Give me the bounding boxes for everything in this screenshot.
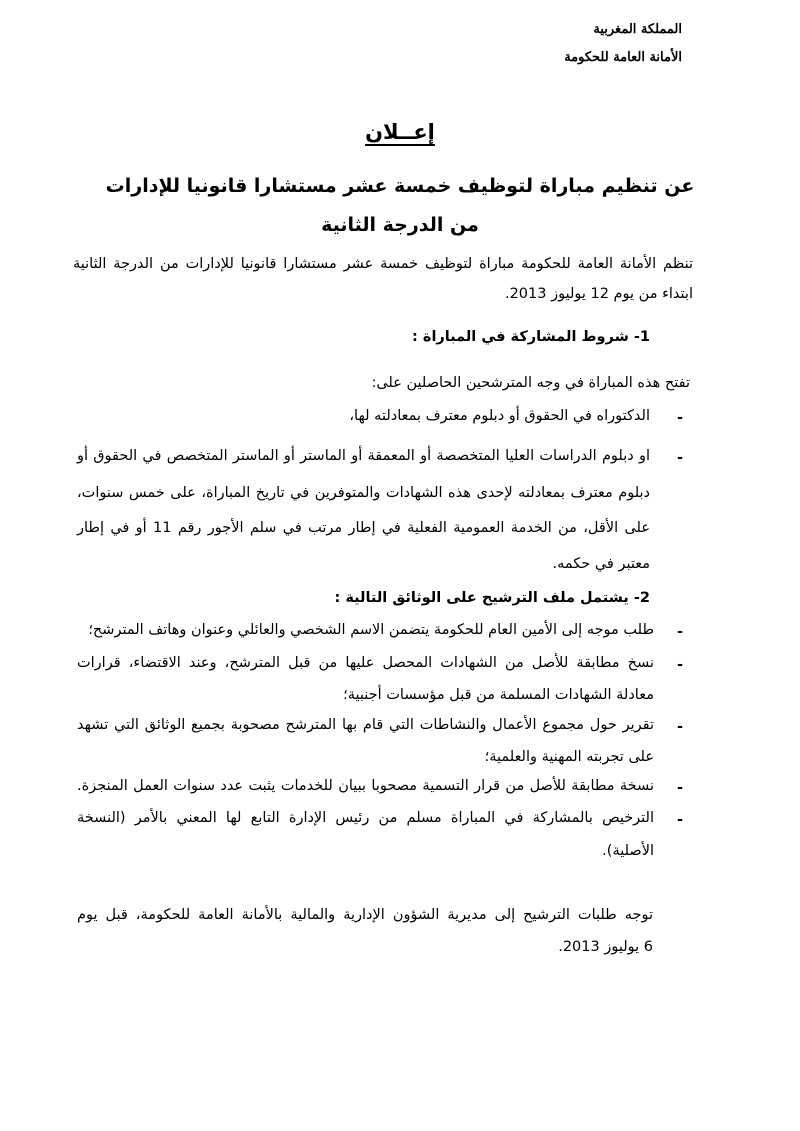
closing-line-2: 6 يوليوز 2013. bbox=[558, 939, 653, 955]
list-bullet: - bbox=[676, 624, 683, 640]
title-line-2: من الدرجة الثانية bbox=[321, 214, 479, 236]
header-kingdom: المملكة المغربية bbox=[593, 22, 682, 37]
section1-heading: 1- شروط المشاركة في المباراة : bbox=[412, 329, 650, 345]
s2-item3-line1: تقرير حول مجموع الأعمال والنشاطات التي قام بها المترشح مصحوبة بجميع الوثائق التي تشهد bbox=[77, 717, 654, 733]
closing-line-1: توجه طلبات الترشيح إلى مديرية الشؤون الإدارية والمالية بالأمانة العامة للحكومة، قبل يوم bbox=[77, 907, 653, 923]
s2-item1-line1: طلب موجه إلى الأمين العام للحكومة يتضمن الاسم الشخصي والعائلي وعنوان وهاتف المترشح؛ bbox=[88, 622, 654, 638]
list-bullet: - bbox=[676, 780, 683, 796]
list-bullet: - bbox=[676, 812, 683, 828]
list-bullet: - bbox=[676, 719, 683, 735]
s2-item4-line1: نسخة مطابقة للأصل من قرار التسمية مصحوبا ببيان للخدمات يثبت عدد سنوات العمل المنجزة. bbox=[77, 778, 654, 794]
s1-item2-line3: على الأقل، من الخدمة العمومية الفعلية في إطار مرتب في سلم الأجور رقم 11 أو في إطار bbox=[77, 520, 650, 536]
section2-heading: 2- يشتمل ملف الترشيح على الوثائق التالية : bbox=[334, 590, 650, 606]
s1-item2-line2: دبلوم معترف بمعادلته لإحدى هذه الشهادات والمتوفرين في تاريخ المباراة، على خمس سنوات، bbox=[77, 485, 650, 501]
section1-intro: تفتح هذه المباراة في وجه المترشحين الحاصلين على: bbox=[371, 375, 690, 391]
title-line-1: عن تنظيم مباراة لتوظيف خمسة عشر مستشارا قانونيا للإدارات bbox=[105, 175, 695, 197]
s2-item2-line2: معادلة الشهادات المسلمة من قبل مؤسسات أجنبية؛ bbox=[343, 687, 654, 703]
intro-line-1: تنظم الأمانة العامة للحكومة مباراة لتوظيف خمسة عشر مستشارا قانونيا للإدارات من الدرجة الثانية bbox=[73, 256, 693, 272]
header-secretariat: الأمانة العامة للحكومة bbox=[564, 50, 682, 65]
list-bullet: - bbox=[676, 657, 683, 673]
intro-line-2: ابتداء من يوم 12 يوليوز 2013. bbox=[504, 286, 693, 302]
list-bullet: - bbox=[676, 450, 683, 466]
s2-item3-line2: على تجربته المهنية والعلمية؛ bbox=[484, 749, 654, 765]
s2-item2-line1: نسخ مطابقة للأصل من الشهادات المحصل عليها من قبل المترشح، وعند الاقتضاء، قرارات bbox=[77, 655, 654, 671]
s1-item1-line1: الدكتوراه في الحقوق أو دبلوم معترف بمعادلته لها، bbox=[349, 408, 650, 424]
announcement-heading: إعــلان bbox=[365, 120, 435, 144]
s2-item5-line1: الترخيص بالمشاركة في المباراة مسلم من رئيس الإدارة التابع لها المعني بالأمر (النسخة bbox=[77, 810, 654, 826]
s2-item5-line2: الأصلية). bbox=[602, 843, 654, 859]
s1-item2-line4: معتبر في حكمه. bbox=[552, 556, 650, 572]
s1-item2-line1: او دبلوم الدراسات العليا المتخصصة أو المعمقة أو الماستر أو الماستر المتخصص في الحقوق أو bbox=[77, 448, 650, 464]
list-bullet: - bbox=[676, 410, 683, 426]
